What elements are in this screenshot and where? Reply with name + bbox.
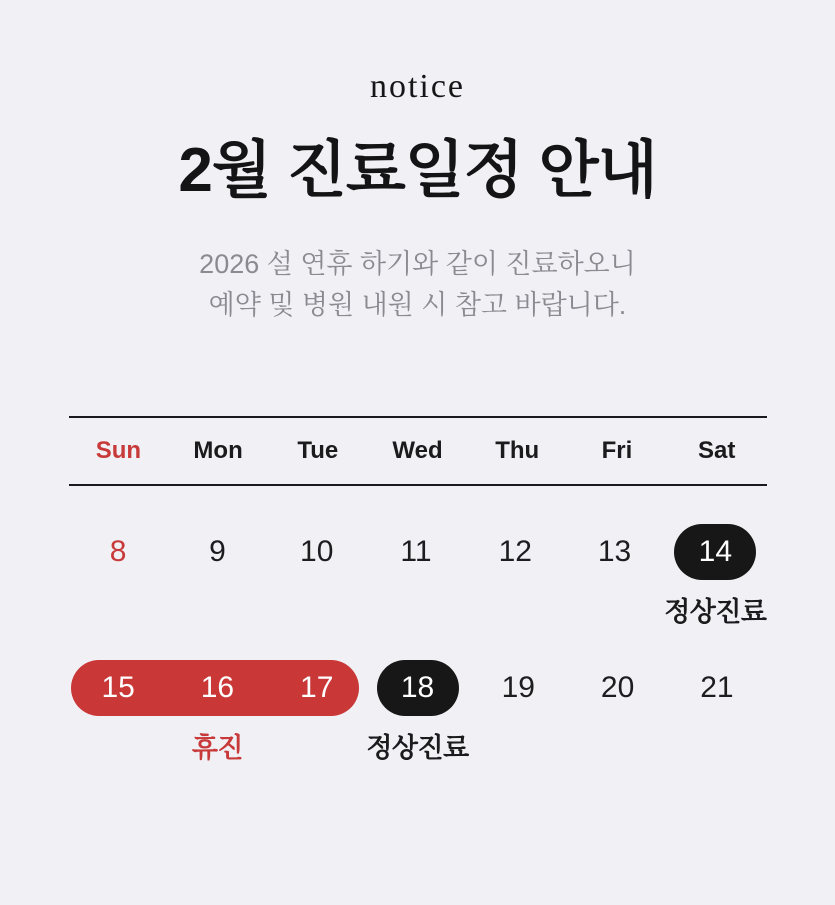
subtitle-line-1: 2026 설 연휴 하기와 같이 진료하오니	[199, 249, 636, 279]
day-number-12: 12	[498, 535, 532, 568]
calendar-week-row-1	[69, 524, 767, 627]
black-badge-day-18	[377, 660, 459, 716]
day-number-8: 8	[109, 535, 127, 568]
day-label-closed: 휴진	[191, 733, 243, 763]
calendar-day-cell	[69, 660, 168, 756]
calendar-day-cell	[664, 524, 767, 627]
calendar-week-row-2	[69, 660, 767, 763]
calendar-day-cell	[366, 660, 469, 763]
calendar-day-cell	[267, 660, 366, 756]
day-header-sat: Sat	[697, 437, 736, 464]
day-number-21: 21	[700, 671, 734, 704]
subtitle	[0, 244, 835, 326]
day-header-fri: Fri	[601, 437, 633, 464]
day-number-20: 20	[600, 671, 635, 704]
calendar-day-cell	[69, 524, 168, 620]
calendar-day-cell	[568, 660, 667, 756]
day-number-10: 10	[300, 535, 334, 568]
day-number-9: 9	[209, 535, 226, 568]
calendar-day-cell	[267, 524, 366, 620]
day-header-mon: Mon	[193, 437, 243, 464]
calendar	[69, 416, 767, 763]
calendar-day-cell	[667, 660, 766, 756]
calendar-header-row	[69, 416, 767, 486]
day-label-normal-treatment: 정상진료	[366, 733, 469, 763]
calendar-day-cell	[466, 524, 565, 620]
day-label-normal-treatment: 정상진료	[664, 597, 767, 627]
calendar-day-cell	[565, 524, 664, 620]
day-number-17: 17	[300, 671, 334, 704]
page-title: 2월 진료일정 안내	[178, 136, 657, 205]
day-header-sun: Sun	[95, 437, 142, 464]
subtitle-line-2: 예약 및 병원 내원 시 참고 바랍니다.	[208, 290, 627, 320]
eyebrow-notice: notice	[369, 68, 466, 105]
day-number-14: 14	[698, 535, 733, 568]
day-number-18: 18	[400, 671, 435, 704]
day-header-tue: Tue	[297, 437, 339, 464]
calendar-day-cell	[469, 660, 568, 756]
day-header-thu: Thu	[495, 437, 540, 464]
day-number-19: 19	[501, 671, 535, 704]
calendar-day-cell	[168, 524, 267, 620]
day-number-15: 15	[101, 671, 135, 704]
day-number-16: 16	[200, 671, 235, 704]
black-badge-day-14	[674, 524, 756, 580]
day-number-11: 11	[400, 535, 432, 568]
day-header-wed: Wed	[392, 437, 443, 464]
day-number-13: 13	[597, 535, 632, 568]
calendar-day-cell	[366, 524, 465, 620]
calendar-day-cell	[168, 660, 267, 763]
